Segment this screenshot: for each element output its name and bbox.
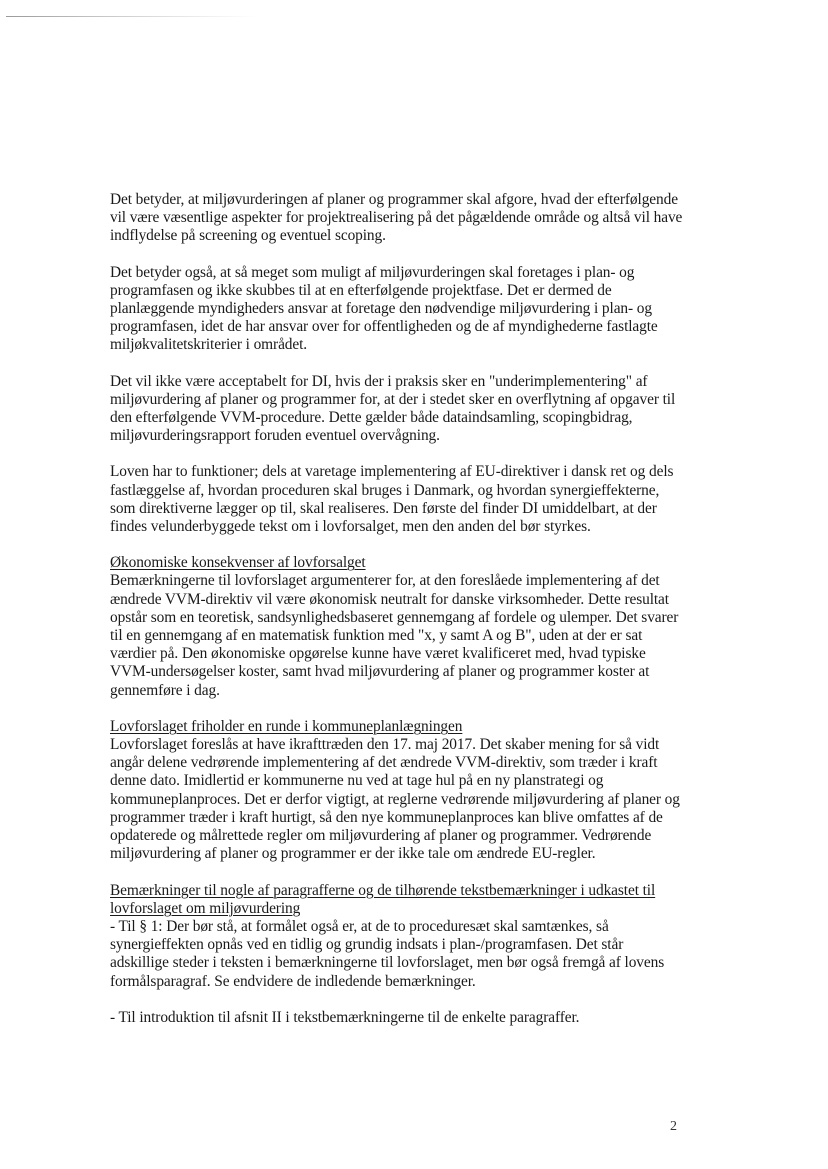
paragraph-plan-programfasen: Det betyder også, at så meget som muligt af miljøvurderingen skal foretages i plan- og programfasen og ikke skubbes til at en efterfølgende projektfase. Det er dermed de planlæggende myndigheders ansvar at foretage den nødvendige miljøvurdering i plan- og programfasen, idet de har ansvar over for offentligheden og de af myndighederne fastlagte miljøkvalitetskriterier i området. <box>110 263 658 354</box>
section-heading-economic: Økonomiske konsekvenser af lovforsalget <box>110 554 366 572</box>
paragraph-miljovurdering-afgore: Det betyder, at miljøvurderingen af planer og programmer skal afgore, hvad der efterfølgende vil være væsentlige aspekter for projektrealisering på det pågældende område og altså vil have indflydelse på screening og eventuel scoping. <box>110 191 683 245</box>
paragraph-municipal: Lovforslaget foreslås at have ikrafttræden den 17. maj 2017. Det skaber mening for så vidt angår delene vedrørende implementering af det ændrede VVM-direktiv, som træder i kraft denne dato. Imidlertid er kommunerne nu ved at tage hul på en ny planstrategi og kommuneplanproces. Det er derfor vigtigt, at reglerne vedrørende miljøvurdering af planer og programmer træder i kraft hurtigt, så den nye kommuneplanproces kan blive omfattes af de opdaterede og målrettede regler om miljøvurdering af planer og programmer. Vedrørende miljøvurdering af planer og programmer er der ikke tale om ændrede EU-regler. <box>110 736 680 863</box>
paragraph-economic: Bemærkningerne til lovforslaget argumenterer for, at den foreslåede implementering af det ændrede VVM-direktiv vil være økonomisk neutralt for danske virksomheder. Dette resultat opstår som en teoretisk, sandsynlighedsbaseret gennemgang af fordele og ulemper. Det svarer til en gennemgang af en matematisk funktion med "x, y samt A og B", uden at der er sat værdier på. Den økonomiske opgørelse kunne have været kvalificeret med, hvad typiske VVM-undersøgelser koster, samt hvad miljøvurdering af planer og programmer koster at gennemføre i dag. <box>110 572 679 699</box>
section-municipal-planning <box>110 718 685 864</box>
section-economic-consequences <box>110 554 685 700</box>
paragraph-lovens-funktioner: Loven har to funktioner; dels at varetage implementering af EU-direktiver i dansk ret og dels fastlæggelse af, hvordan proceduren skal bruges i Danmark, og hvordan synergieffekterne, som direktiverne lægger op til, skal realiseres. Den første del finder DI umiddelbart, at der findes velunderbyggede tekst om i lovforsalget, men den anden del bør styrkes. <box>110 463 674 536</box>
section-heading-remarks: Bemærkninger til nogle af paragrafferne og de tilhørende tekstbemærkninger i udkastet til lovforslaget om miljøvurdering <box>110 881 656 917</box>
page-number: 2 <box>670 1119 677 1134</box>
scan-mark <box>6 16 256 17</box>
paragraph-remark-section-ii: - Til introduktion til afsnit II i tekstbemærkningerne til de enkelte paragraffer. <box>110 1008 580 1026</box>
section-heading-municipal: Lovforslaget friholder en runde i kommuneplanlægningen <box>110 717 463 735</box>
paragraph-remark-paragraph-1: - Til § 1: Der bør stå, at formålet også er, at de to proceduresæt skal samtænkes, så synergieffekten opnås ved en tidlig og grundig indsats i plan-/programfasen. Det står adskillige steder i teksten i bemærkningerne til lovforslaget, men bør også fremgå af lovens formålsparagraf. Se endvidere de indledende bemærkninger. <box>110 917 665 990</box>
document-body <box>110 191 685 1027</box>
paragraph-underimplementering: Det vil ikke være acceptabelt for DI, hvis der i praksis sker en "underimplementering" af miljøvurdering af planer og programmer for, at der i stedet sker en overflytning af opgaver til den efterfølgende VVM-procedure. Dette gælder både dataindsamling, scopingbidrag, miljøvurderingsrapport foruden eventuel overvågning. <box>110 372 676 445</box>
section-remarks <box>110 882 685 1027</box>
